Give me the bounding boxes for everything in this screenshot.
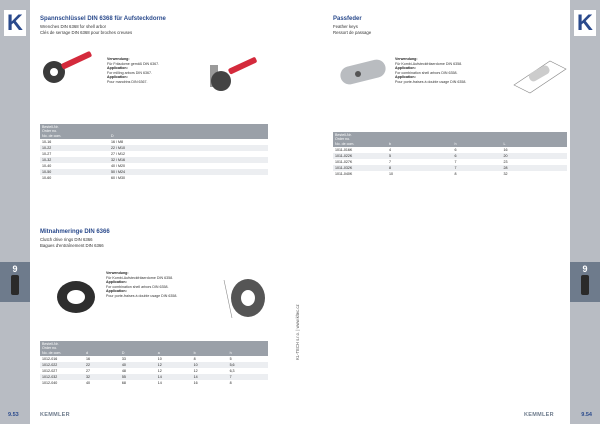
- wrench-table: [40, 124, 268, 181]
- chapter-number: 9: [582, 264, 588, 274]
- table-cell: 23: [503, 159, 508, 164]
- col-b: b: [192, 341, 228, 356]
- info-line: Für Kombi-Aufsteckfräserdorne DIN 6358.: [106, 275, 174, 280]
- table-cell: 12: [156, 362, 192, 368]
- table-cell: 5: [229, 356, 232, 361]
- table-cell: 33: [121, 356, 126, 361]
- clutch-table: [40, 341, 268, 386]
- info-line: Application:: [107, 66, 128, 71]
- table-row: [333, 171, 567, 177]
- page-number: 9.53: [8, 412, 19, 418]
- wrench-in-use-image: [205, 55, 265, 95]
- table-cell: 14: [192, 374, 228, 380]
- table-cell: 12: [157, 368, 162, 373]
- table-cell: 5: [387, 153, 452, 159]
- table-cell: 68: [121, 380, 126, 385]
- logo: K: [4, 10, 26, 36]
- info-line: Application:: [107, 75, 128, 80]
- table-cell: 1012-016: [42, 356, 58, 361]
- table-cell: 8: [387, 165, 452, 171]
- clutch-ring-image: [54, 278, 98, 316]
- wrench-subtitle-fr: Clés de serrage DIN 6368 pour broches creuses: [40, 30, 133, 35]
- table-cell: 32: [503, 171, 508, 176]
- wrench-section-title: Spannschlüssel DIN 6368 für Aufsteckdorne: [40, 16, 166, 22]
- info-line: Verwendung:: [106, 271, 129, 275]
- table-cell: 10: [192, 362, 228, 368]
- table-cell: 40 / M20: [111, 163, 125, 168]
- table-cell: 10-22: [40, 145, 109, 151]
- left-side-strip: [0, 0, 30, 424]
- wrench-application-info: [107, 57, 159, 85]
- table-cell: 10-50: [40, 169, 109, 175]
- table-cell: 10-60: [42, 175, 52, 180]
- table-cell: 1011-016K: [335, 147, 353, 152]
- wrench-subtitle-en: Wrenches DIN 6368 for shell arbor: [40, 24, 107, 29]
- logo: K: [574, 10, 596, 36]
- col-b: b: [387, 132, 452, 147]
- info-line: For combination shell arbors DIN 6358.: [395, 70, 458, 75]
- table-cell: 1011-027K: [335, 159, 353, 164]
- table-cell: 7: [454, 159, 457, 164]
- info-line: Für Fräsdorne gemäß DIN 6367.: [107, 61, 160, 66]
- chapter-tab: [0, 262, 30, 302]
- clutch-ring-drawing-image: [222, 270, 268, 326]
- table-cell: 27: [86, 368, 90, 373]
- info-line: Pour porte-fraises à double usage DIN 6358.: [395, 79, 467, 84]
- col-l: L: [502, 132, 567, 147]
- table-cell: 40: [120, 362, 156, 368]
- brand-name: KEMMLER: [40, 412, 70, 418]
- col-order-no: Bestell-Nr. Order no. No. de com.: [40, 341, 84, 356]
- table-row: [40, 175, 268, 181]
- info-line: Application:: [106, 280, 127, 285]
- table-cell: 48: [121, 368, 126, 373]
- info-line: Application:: [395, 75, 416, 80]
- table-cell: 7: [228, 374, 268, 380]
- table-cell: 12: [193, 368, 198, 373]
- table-cell: 7: [452, 165, 501, 171]
- table-cell: 28: [502, 165, 567, 171]
- col-order-no: Bestell-Nr. Order no. No. de com.: [40, 124, 109, 139]
- table-cell: 10-32: [40, 157, 109, 163]
- table-row: [40, 380, 268, 386]
- table-cell: 1012-032: [40, 374, 84, 380]
- table-cell: 8: [454, 171, 457, 176]
- table-cell: 10-16: [42, 139, 52, 144]
- key-subtitle-en: Feather keys: [333, 24, 358, 29]
- table-cell: 22: [84, 362, 120, 368]
- clutch-application-info: [106, 271, 177, 299]
- table-cell: 7: [389, 159, 391, 164]
- clutch-subtitle-fr: Bagues d'entraînement DIN 6366: [40, 243, 104, 248]
- table-cell: 10: [157, 356, 162, 361]
- table-cell: 1011-022K: [333, 153, 387, 159]
- key-subtitle-fr: Ressort de passage: [333, 30, 372, 35]
- table-cell: 1012-022: [40, 362, 84, 368]
- table-cell: 14: [156, 374, 192, 380]
- table-cell: 8: [229, 380, 232, 385]
- info-line: Verwendung:: [395, 57, 418, 61]
- table-cell: 50 / M24: [109, 169, 268, 175]
- info-line: For combination shell arbors DIN 6358.: [106, 284, 169, 289]
- clutch-section-title: Mitnahmeringe DIN 6366: [40, 229, 110, 235]
- table-cell: 1011-032K: [333, 165, 387, 171]
- table-cell: 20: [502, 153, 567, 159]
- page-number: 9.54: [581, 412, 592, 418]
- col-a: a: [156, 341, 192, 356]
- col-h: h: [228, 341, 268, 356]
- table-cell: 16: [86, 356, 90, 361]
- col-d: D: [109, 124, 268, 139]
- table-cell: 6: [452, 153, 501, 159]
- table-cell: 22 / M10: [109, 145, 268, 151]
- tool-holder-icon: [11, 275, 19, 295]
- col-h: h: [452, 132, 501, 147]
- table-cell: 27 / M12: [111, 151, 125, 156]
- table-cell: 16 / M8: [111, 139, 123, 144]
- chapter-tab: [570, 262, 600, 302]
- table-cell: 6: [454, 147, 457, 152]
- table-cell: 10-40: [42, 163, 52, 168]
- info-line: Pour porte-fraises à double usage DIN 6358.: [106, 293, 178, 298]
- table-cell: 55: [120, 374, 156, 380]
- key-application-info: [395, 57, 466, 85]
- feather-key-table: [333, 132, 567, 177]
- table-cell: 1012-040: [42, 380, 58, 385]
- table-cell: 40: [86, 380, 90, 385]
- info-line: Application:: [106, 289, 127, 294]
- info-line: Für Kombi-Aufsteckfräserdorne DIN 6358.: [395, 61, 463, 66]
- col-d-small: d: [84, 341, 120, 356]
- feather-key-drawing-image: [510, 55, 568, 95]
- table-cell: 32 / M16: [109, 157, 268, 163]
- tool-holder-icon: [581, 275, 589, 295]
- info-line: For milling arbors DIN 6367.: [107, 70, 152, 75]
- table-cell: 1012-027: [42, 368, 58, 373]
- table-cell: 6,3: [229, 368, 235, 373]
- table-cell: 32: [84, 374, 120, 380]
- feather-key-image: [336, 55, 390, 89]
- brand-name: KEMMLER: [524, 412, 554, 418]
- wrench-image: [40, 52, 96, 88]
- table-cell: 10: [389, 171, 393, 176]
- vertical-company-text: KL-TECH s.r.o. | www.kltec.cz: [295, 304, 300, 360]
- table-cell: 4: [389, 147, 391, 152]
- table-cell: 5,6: [228, 362, 268, 368]
- right-side-strip: [570, 0, 600, 424]
- info-line: Verwendung:: [107, 57, 130, 61]
- clutch-subtitle-en: Clutch drive rings DIN 6366: [40, 237, 93, 242]
- col-d-large: D: [120, 341, 156, 356]
- chapter-number: 9: [12, 264, 18, 274]
- info-line: Pour mandrins DIN 6367.: [107, 79, 148, 84]
- key-section-title: Passfeder: [333, 16, 362, 22]
- table-cell: 1011-040K: [335, 171, 353, 176]
- table-cell: 10-27: [42, 151, 52, 156]
- info-line: Application:: [395, 66, 416, 71]
- table-cell: 8: [193, 356, 196, 361]
- table-cell: 16: [193, 380, 198, 385]
- table-cell: 60 / M30: [111, 175, 125, 180]
- col-order-no: Bestell-Nr. Order no. No. de com.: [333, 132, 387, 147]
- table-cell: 14: [157, 380, 162, 385]
- right-page: [295, 0, 600, 424]
- table-cell: 16: [503, 147, 508, 152]
